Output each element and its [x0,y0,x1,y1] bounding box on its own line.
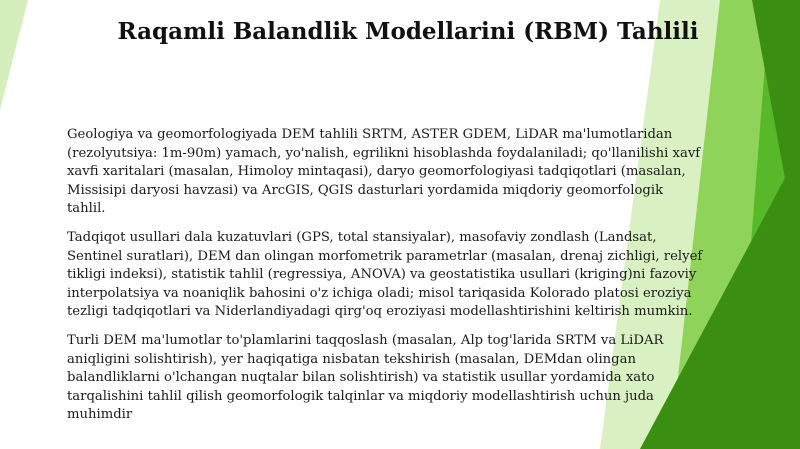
paragraph-dem-comparison: Turli DEM ma'lumotlar to'plamlarini taqqoslash (masalan, Alp tog'larida SRTM va LiDAR aniqligini solishtirish), yer haqiqatiga nisbatan tekshirish (masalan, DEMdan olingan balandliklarni o'lchangan nuqtalar bilan solishtirish) va statistik usullar yordamida xato tarqalishini tahlil qilish geomorfologik talqinlar va miqdoriy modellashtirish uchun juda muhimdir [67,332,664,423]
slide-body [67,126,757,435]
paragraph-research-methods: Tadqiqot usullari dala kuzatuvlari (GPS, total stansiyalar), masofaviy zondlash (Landsat, Sentinel suratlari), DEM dan olingan morfometrik parametrlar (masalan, drenaj zichligi, relyef tikligi indeksi), statistik tahlil (regressiya, ANOVA) va geostatistika usullari (kriging)ni fazoviy interpolatsiya va noaniqlik bahosini o'z ichiga oladi; misol tariqasida Kolorado platosi eroziya tezligi tadqiqotlari va Niderlandiyadagi qirg'oq eroziyasi modellashtirishini keltirish mumkin. [67,229,703,320]
slide-title: Raqamli Balandlik Modellarini (RBM) Tahlili [117,18,699,45]
green-shape-accent-left [0,0,28,110]
paragraph-dem-analysis: Geologiya va geomorfologiyada DEM tahlili SRTM, ASTER GDEM, LiDAR ma'lumotlaridan (rezolyutsiya: 1m-90m) yamach, yo'nalish, egrilikni hisoblashda foydalaniladi; qo'llanilishi xavf xavfi xaritalari (masalan, Himoloy mintaqasi), daryo geomorfologiyasi tadqiqotlari (masalan, Missisipi daryosi havzasi) va ArcGIS, QGIS dasturlari yordamida miqdoriy geomorfologik tahlil. [67,127,701,217]
